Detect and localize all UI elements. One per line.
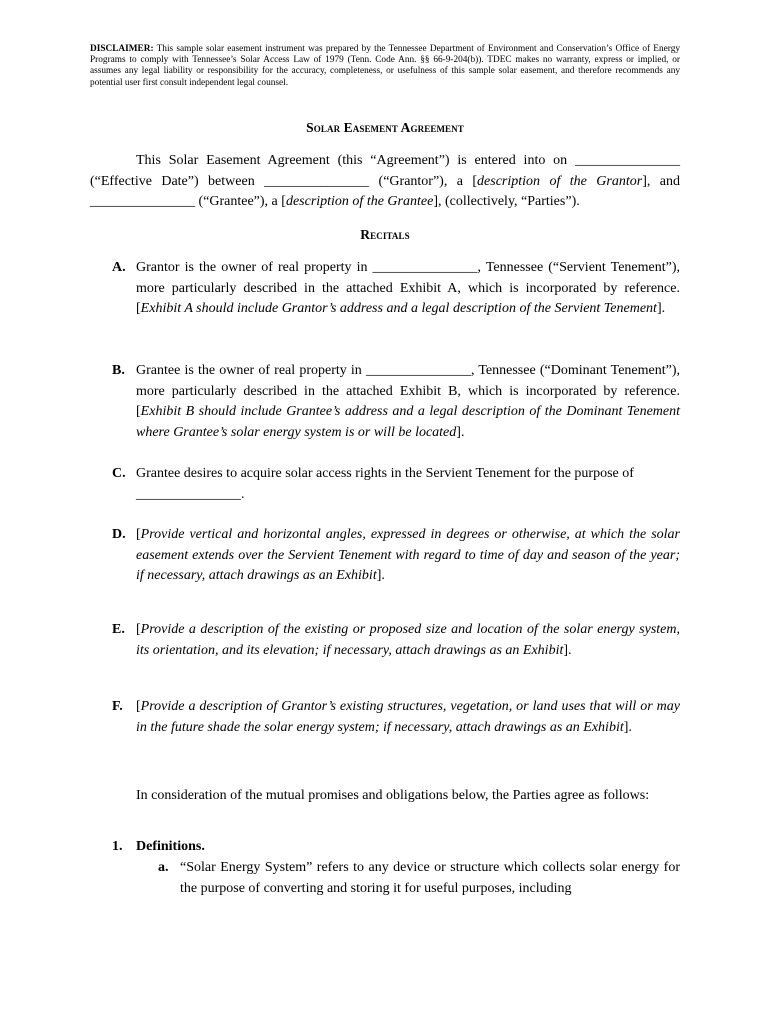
recital-letter: B. — [112, 363, 125, 378]
recital-italic: Provide vertical and horizontal angles, expressed in degrees or otherwise, at which the solar easement extends over the Servient Tenement with regard to time of day and season of the year; if necessary, attach drawings as an Exhibit — [136, 527, 680, 584]
recital-b — [112, 361, 680, 443]
recital-e — [112, 620, 680, 661]
recital-italic: Provide a description of Grantor’s existing structures, vegetation, or land uses that will or may in the future shade the solar energy system; if necessary, attach drawings as an Exhibit — [136, 699, 680, 735]
recital-letter: A. — [112, 260, 126, 275]
recital-text: Grantee is the owner of real property in _______________, Tennessee (“Dominant Tenement”), more particularly described in the attached Exhibit B, which is incorporated by reference. [ — [136, 363, 680, 420]
consideration-paragraph — [90, 786, 680, 807]
recital-tail: ]. — [623, 719, 632, 735]
recital-text: [ — [136, 622, 141, 637]
definition-letter: a. — [158, 860, 169, 875]
recital-text: [ — [136, 527, 141, 542]
recital-italic: Provide a description of the existing or proposed size and location of the solar energy system, its orientation, and its elevation; if necessary, attach drawings as an Exhibit — [136, 622, 680, 658]
intro-paragraph — [90, 151, 680, 213]
document-title: Solar Easement Agreement — [306, 120, 464, 135]
recital-tail: ]. — [563, 642, 572, 658]
section-number: 1. — [112, 839, 123, 854]
recital-letter: F. — [112, 699, 123, 714]
recital-text: Grantor is the owner of real property in _______________, Tennessee (“Servient Tenement”), more particularly described in the attached Exhibit A, which is incorporated by reference. [ — [136, 260, 680, 317]
recital-c — [112, 464, 680, 505]
definition-a — [158, 858, 680, 899]
recital-letter: E. — [112, 622, 125, 637]
disclaimer — [90, 44, 680, 89]
recitals-heading: Recitals — [360, 227, 410, 242]
intro-text-3: ], (collectively, “Parties”). — [433, 194, 580, 210]
recital-d — [112, 525, 680, 587]
recital-text: [ — [136, 699, 141, 714]
definitions-heading — [112, 839, 205, 855]
intro-italic-1: description of the Grantor — [477, 173, 643, 189]
intro-text-1: This Solar Easement Agreement (this “Agreement”) is entered into on _______________ (“Effective Date”) between _______________ (“Grantor”), a [ — [90, 153, 680, 189]
intro-italic-2: description of the Grantee — [285, 194, 434, 210]
recital-text: Grantee desires to acquire solar access rights in the Servient Tenement for the purpose of _______________. — [136, 466, 634, 502]
intro-text-2: ], and _______________ (“Grantee”), a [ — [90, 173, 680, 210]
recital-tail: ]. — [456, 424, 465, 440]
consideration-text: In consideration of the mutual promises and obligations below, the Parties agree as follows: — [136, 788, 650, 803]
recital-tail: ]. — [656, 301, 666, 317]
recital-a — [112, 258, 680, 320]
section-title: Definitions. — [136, 839, 205, 854]
disclaimer-text: This sample solar easement instrument was prepared by the Tennessee Department of Environment and Conservation’s Office of Energy Programs to comply with Tennessee’s Solar Access Law of 1979 (Tenn. Code Ann. §§ 66-9-204(b)). TDEC makes no warranty, express or implied, or assumes any legal liability or responsibility for the accuracy, completeness, or usefulness of this sample solar easement, and therefore recommends any potential user first consult independent legal counsel. — [90, 44, 680, 88]
recital-f — [112, 697, 680, 738]
recital-letter: D. — [112, 527, 126, 542]
recital-letter: C. — [112, 466, 126, 481]
definition-text: “Solar Energy System” refers to any device or structure which collects solar energy for the purpose of converting and storing it for useful purposes, including — [180, 860, 680, 896]
disclaimer-label: DISCLAIMER: — [90, 44, 154, 54]
recital-italic: Exhibit B should include Grantee’s address and a legal description of the Dominant Tenement where Grantee’s solar energy system is or will be located — [136, 404, 680, 440]
recital-italic: Exhibit A should include Grantor’s address and a legal description of the Servient Tenement — [140, 301, 657, 317]
recital-tail: ]. — [376, 568, 385, 584]
